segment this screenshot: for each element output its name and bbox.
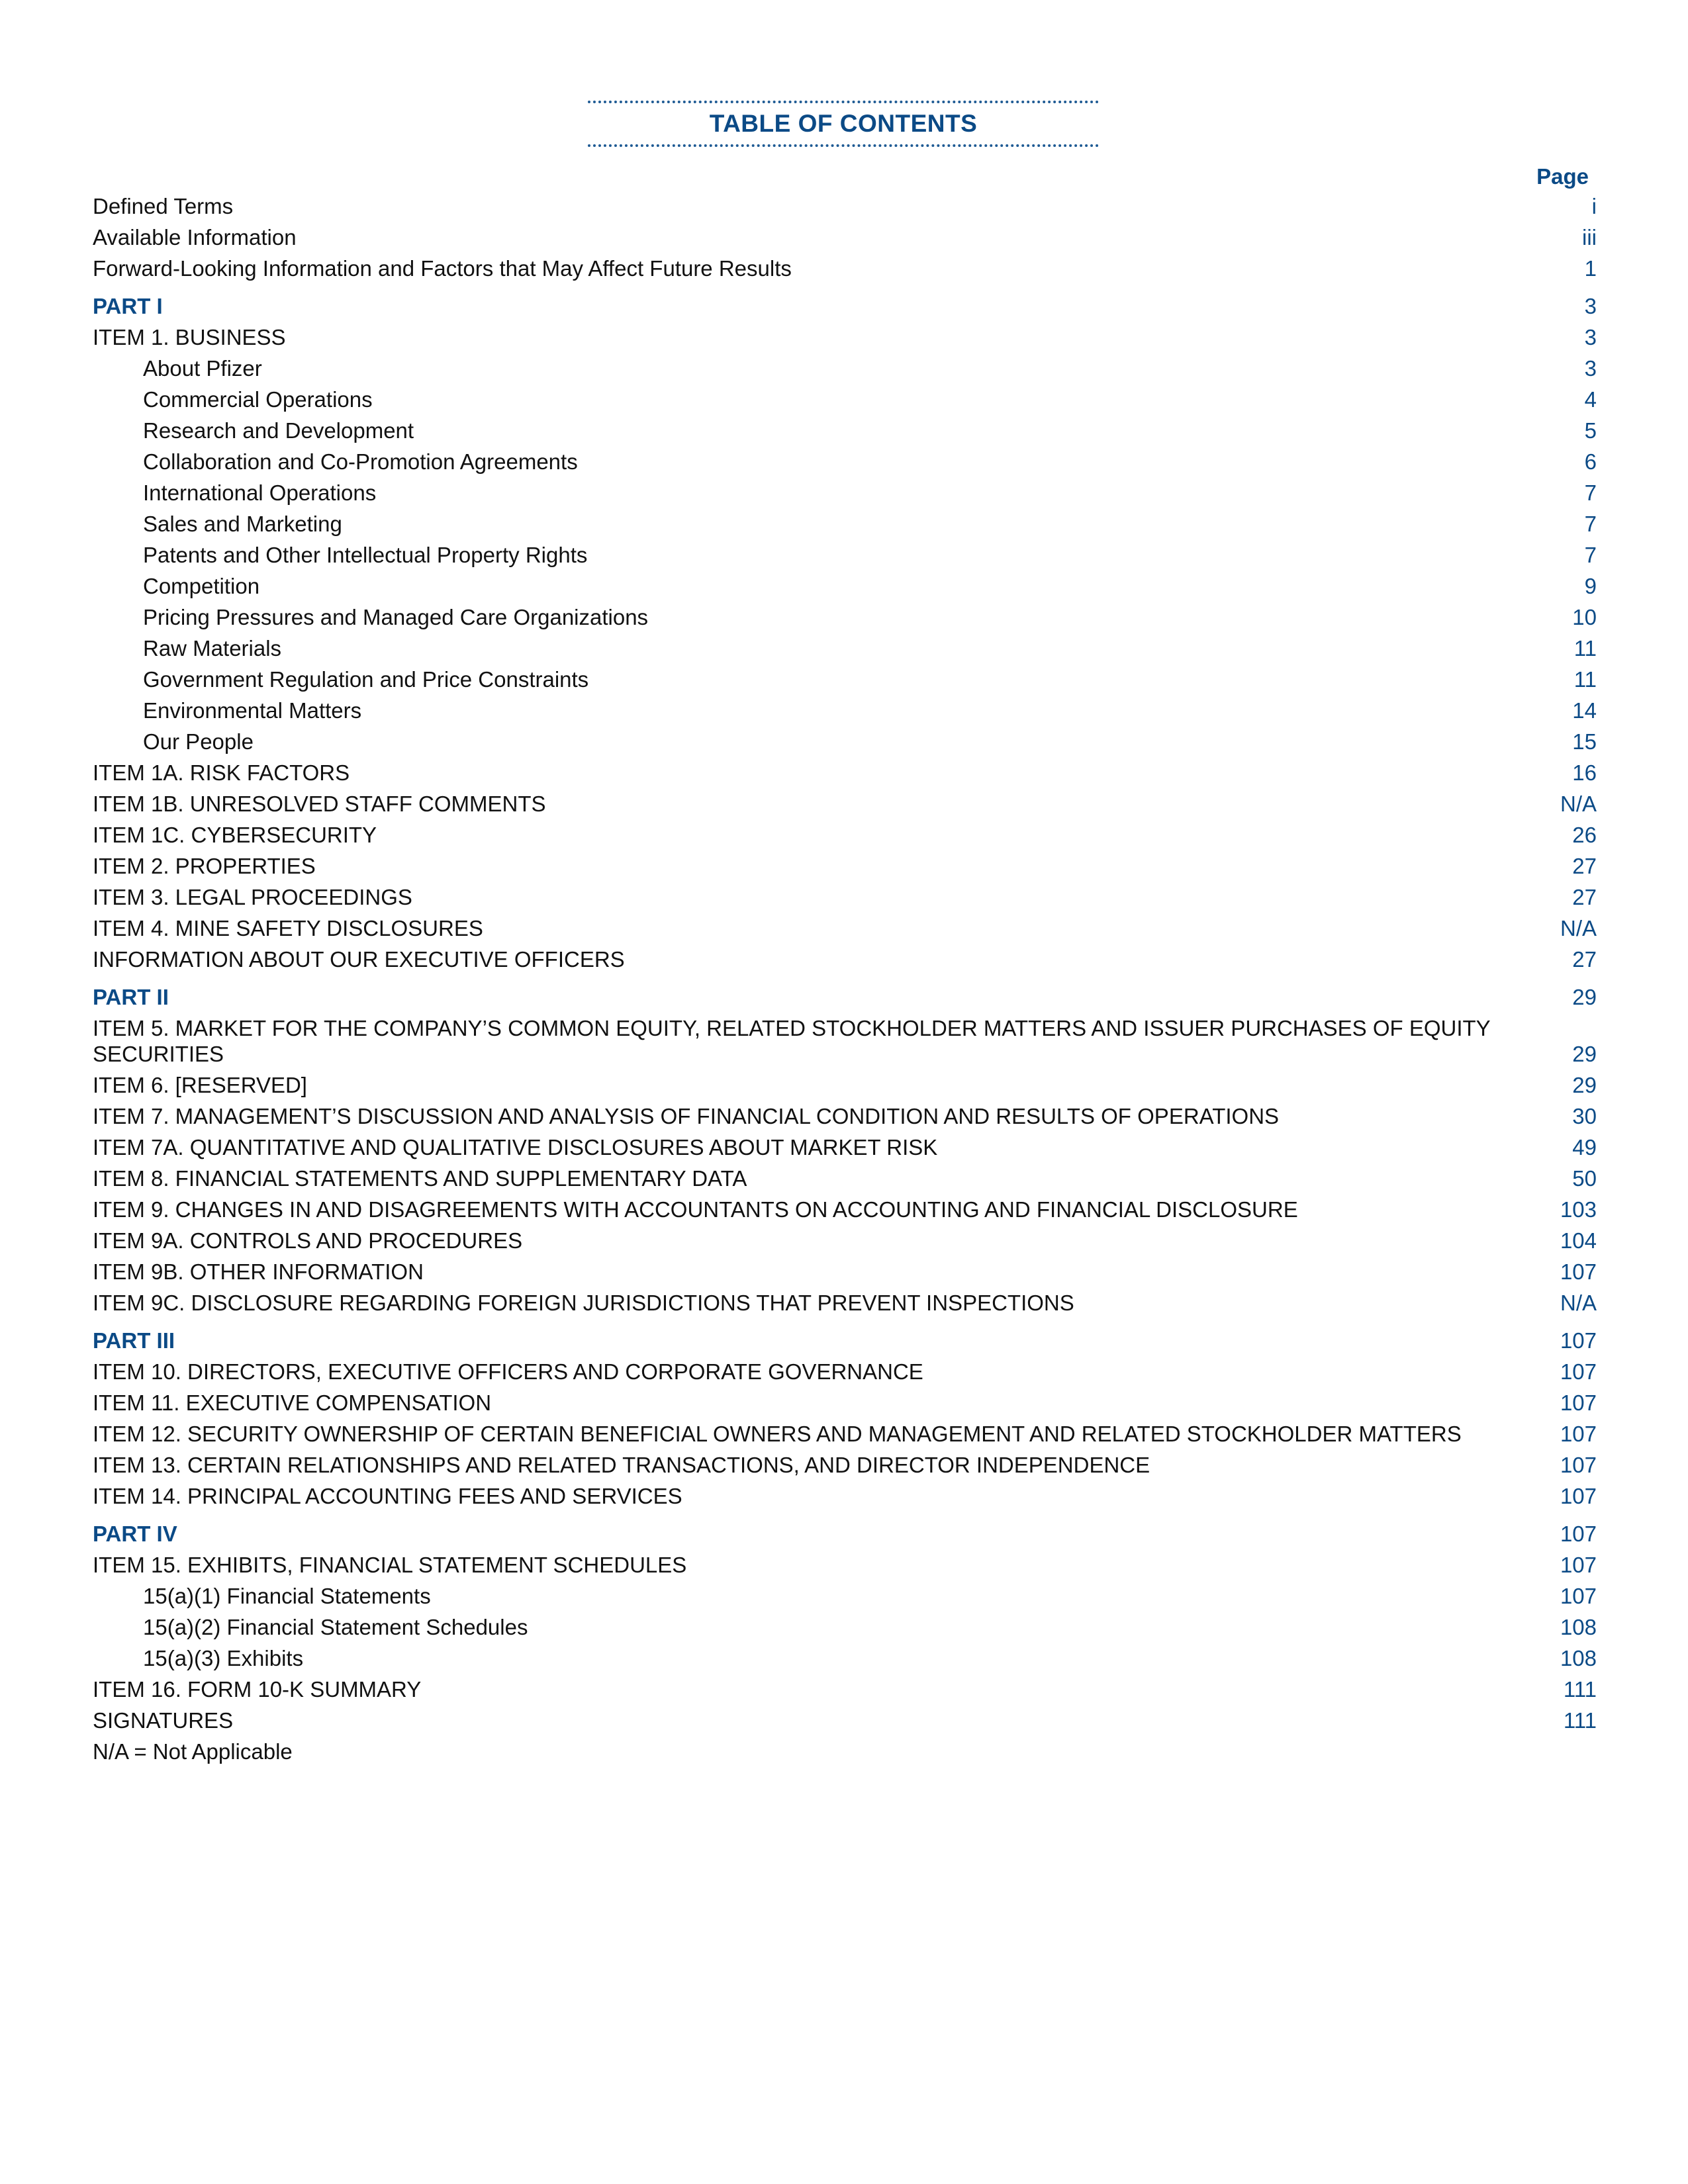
toc-page-link[interactable]: 111 [1563, 1708, 1597, 1733]
toc-entry[interactable] [93, 1583, 1597, 1609]
toc-entry[interactable] [93, 915, 1597, 941]
toc-entry-label: ITEM 14. PRINCIPAL ACCOUNTING FEES AND SERVICES [93, 1484, 682, 1508]
toc-entry-label: ITEM 4. MINE SAFETY DISCLOSURES [93, 916, 483, 940]
toc-part-label: PART IV [93, 1522, 177, 1546]
toc-page-link[interactable]: 26 [1572, 823, 1597, 847]
toc-page-link[interactable]: 107 [1560, 1259, 1597, 1284]
toc-entry[interactable] [93, 1739, 1597, 1764]
toc-entry-label: Environmental Matters [143, 698, 362, 723]
toc-header [588, 101, 1099, 147]
toc-page-link[interactable]: 3 [1584, 325, 1597, 349]
toc-entry-label: ITEM 13. CERTAIN RELATIONSHIPS AND RELATED TRANSACTIONS, AND DIRECTOR INDEPENDENCE [93, 1453, 1150, 1477]
toc-entry[interactable] [93, 255, 1597, 281]
toc-entry[interactable] [93, 1165, 1597, 1191]
toc-entry-label: Our People [143, 729, 254, 754]
toc-page-link[interactable]: 107 [1560, 1522, 1597, 1546]
toc-entry-label: Collaboration and Co-Promotion Agreements [143, 449, 578, 474]
toc-page-link[interactable]: 14 [1572, 698, 1597, 723]
toc-entry[interactable] [93, 1645, 1597, 1671]
toc-entry[interactable] [93, 666, 1597, 692]
toc-entry[interactable] [93, 324, 1597, 350]
toc-page-link[interactable]: 7 [1584, 512, 1597, 536]
toc-entry[interactable] [93, 1015, 1597, 1067]
toc-entry[interactable] [93, 853, 1597, 879]
toc-entry[interactable] [93, 884, 1597, 910]
toc-entry-label: ITEM 1. BUSINESS [93, 325, 286, 349]
toc-entry-label: 15(a)(3) Exhibits [143, 1646, 304, 1670]
toc-entry-label: ITEM 1A. RISK FACTORS [93, 760, 350, 785]
toc-entry[interactable] [93, 1259, 1597, 1285]
toc-entry-label: International Operations [143, 480, 377, 505]
toc-page-link[interactable]: 104 [1560, 1228, 1597, 1253]
toc-part-row[interactable] [93, 1521, 1597, 1547]
toc-page-link[interactable]: 6 [1584, 449, 1597, 474]
toc-entry[interactable] [93, 418, 1597, 443]
toc-entry[interactable] [93, 1359, 1597, 1385]
page-column-header: Page [1536, 164, 1589, 189]
toc-part-label: PART I [93, 294, 163, 318]
toc-entry-label: Defined Terms [93, 194, 234, 218]
toc-entry[interactable] [93, 822, 1597, 848]
toc-page-link[interactable]: 11 [1573, 667, 1597, 692]
toc-entry[interactable] [93, 1452, 1597, 1478]
toc-entry[interactable] [93, 224, 1597, 250]
toc-entry-label: Research and Development [143, 418, 414, 443]
toc-page-link[interactable]: 3 [1584, 294, 1597, 318]
toc-page-link[interactable]: 29 [1572, 1042, 1597, 1066]
toc-page-link[interactable]: 29 [1572, 985, 1597, 1009]
toc-entry-label: ITEM 5. MARKET FOR THE COMPANY’S COMMON EQUITY, RELATED STOCKHOLDER MATTERS AND ISSUER PURCHASES OF EQUITY SECURITIES [93, 1016, 1491, 1066]
toc-page-link[interactable]: 111 [1563, 1677, 1597, 1702]
toc-page-link[interactable]: 16 [1572, 760, 1597, 785]
toc-entry[interactable] [93, 1614, 1597, 1640]
toc-page-link[interactable]: 4 [1584, 387, 1597, 412]
toc-entry[interactable] [93, 1707, 1597, 1733]
toc-entry[interactable] [93, 729, 1597, 754]
toc-entry-label: Sales and Marketing [143, 512, 342, 536]
toc-page-link[interactable]: 108 [1560, 1646, 1597, 1670]
toc-entry-label: Government Regulation and Price Constraints [143, 667, 589, 692]
toc-entry-label: ITEM 12. SECURITY OWNERSHIP OF CERTAIN BENEFICIAL OWNERS AND MANAGEMENT AND RELATED STOCKHOLDER MATTERS [93, 1422, 1462, 1446]
toc-list [93, 193, 1597, 1770]
toc-part-label: PART III [93, 1328, 175, 1353]
toc-entry-label: Competition [143, 574, 260, 598]
toc-page-link[interactable]: iii [1582, 225, 1597, 250]
toc-entry-label: ITEM 6. [RESERVED] [93, 1073, 307, 1097]
toc-entry-label: ITEM 9B. OTHER INFORMATION [93, 1259, 424, 1284]
toc-page-link[interactable]: 29 [1572, 1073, 1597, 1097]
toc-page-link[interactable]: 5 [1584, 418, 1597, 443]
toc-entry[interactable] [93, 542, 1597, 568]
toc-entry-label: ITEM 8. FINANCIAL STATEMENTS AND SUPPLEMENTARY DATA [93, 1166, 747, 1191]
toc-entry-label: Available Information [93, 225, 297, 250]
toc-page-link[interactable]: 107 [1560, 1484, 1597, 1508]
toc-page-link[interactable]: 15 [1572, 729, 1597, 754]
toc-entry-label: 15(a)(1) Financial Statements [143, 1584, 431, 1608]
toc-page-link[interactable]: 27 [1572, 854, 1597, 878]
toc-entry-label: ITEM 3. LEGAL PROCEEDINGS [93, 885, 412, 909]
toc-entry-label: ITEM 2. PROPERTIES [93, 854, 316, 878]
toc-entry-label: ITEM 1C. CYBERSECURITY [93, 823, 377, 847]
toc-entry-label: ITEM 9A. CONTROLS AND PROCEDURES [93, 1228, 523, 1253]
toc-page-link[interactable]: 1 [1584, 256, 1597, 281]
toc-page-link[interactable]: 107 [1560, 1359, 1597, 1384]
toc-entry[interactable] [93, 193, 1597, 219]
toc-entry[interactable] [93, 1072, 1597, 1098]
toc-page-link[interactable]: 107 [1560, 1390, 1597, 1415]
toc-part-row[interactable] [93, 984, 1597, 1010]
toc-entry-label: INFORMATION ABOUT OUR EXECUTIVE OFFICERS [93, 947, 625, 972]
toc-page-link[interactable]: N/A [1560, 792, 1597, 816]
toc-entry-label: 15(a)(2) Financial Statement Schedules [143, 1615, 528, 1639]
toc-page-link[interactable]: 49 [1572, 1135, 1597, 1160]
toc-entry[interactable] [93, 1197, 1597, 1222]
toc-entry-label: Patents and Other Intellectual Property Rights [143, 543, 588, 567]
toc-entry[interactable] [93, 387, 1597, 412]
toc-entry-label: ITEM 7A. QUANTITATIVE AND QUALITATIVE DISCLOSURES ABOUT MARKET RISK [93, 1135, 938, 1160]
toc-page-link[interactable]: 11 [1573, 636, 1597, 660]
toc-part-label: PART II [93, 985, 169, 1009]
toc-part-row[interactable] [93, 293, 1597, 319]
toc-entry[interactable] [93, 791, 1597, 817]
toc-entry-label: ITEM 9. CHANGES IN AND DISAGREEMENTS WITH ACCOUNTANTS ON ACCOUNTING AND FINANCIAL DISCLOSURE [93, 1197, 1298, 1222]
toc-page-link[interactable]: 7 [1584, 480, 1597, 505]
toc-page-link[interactable]: 50 [1572, 1166, 1597, 1191]
toc-entry[interactable] [93, 1103, 1597, 1129]
toc-entry[interactable] [93, 1421, 1597, 1447]
toc-entry[interactable] [93, 604, 1597, 630]
toc-page-link[interactable]: 3 [1584, 356, 1597, 381]
toc-entry[interactable] [93, 1676, 1597, 1702]
toc-part-row[interactable] [93, 1328, 1597, 1353]
toc-entry[interactable] [93, 1228, 1597, 1253]
toc-entry-label: ITEM 10. DIRECTORS, EXECUTIVE OFFICERS AND CORPORATE GOVERNANCE [93, 1359, 923, 1384]
toc-entry[interactable] [93, 946, 1597, 972]
toc-entry-label: ITEM 16. FORM 10-K SUMMARY [93, 1677, 422, 1702]
toc-entry-label: Pricing Pressures and Managed Care Organizations [143, 605, 649, 629]
toc-entry-label: Raw Materials [143, 636, 282, 660]
toc-page-link[interactable]: 9 [1584, 574, 1597, 598]
toc-entry-label: ITEM 11. EXECUTIVE COMPENSATION [93, 1390, 492, 1415]
toc-page-link[interactable]: 107 [1560, 1422, 1597, 1446]
toc-entry[interactable] [93, 1134, 1597, 1160]
toc-page-link[interactable]: 107 [1560, 1584, 1597, 1608]
toc-entry[interactable] [93, 1290, 1597, 1316]
toc-page-link[interactable]: 103 [1560, 1197, 1597, 1222]
toc-entry[interactable] [93, 573, 1597, 599]
toc-page-link[interactable]: N/A [1560, 1291, 1597, 1315]
toc-page-link[interactable]: 108 [1560, 1615, 1597, 1639]
toc-entry[interactable] [93, 1483, 1597, 1509]
toc-entry[interactable] [93, 511, 1597, 537]
toc-entry-label: ITEM 15. EXHIBITS, FINANCIAL STATEMENT SCHEDULES [93, 1553, 687, 1577]
toc-page-link[interactable]: 107 [1560, 1453, 1597, 1477]
toc-page-link[interactable]: i [1591, 194, 1597, 218]
toc-entry-label: ITEM 7. MANAGEMENT’S DISCUSSION AND ANALYSIS OF FINANCIAL CONDITION AND RESULTS OF OPERATIONS [93, 1104, 1280, 1128]
toc-entry-label: SIGNATURES [93, 1708, 234, 1733]
toc-entry[interactable] [93, 449, 1597, 475]
toc-page-link[interactable]: 27 [1572, 885, 1597, 909]
toc-page-link[interactable]: 7 [1584, 543, 1597, 567]
toc-entry[interactable] [93, 1552, 1597, 1578]
toc-entry[interactable] [93, 480, 1597, 506]
toc-entry-label: N/A = Not Applicable [93, 1739, 293, 1764]
toc-entry[interactable] [93, 760, 1597, 786]
toc-entry[interactable] [93, 355, 1597, 381]
toc-page-link[interactable]: 27 [1572, 947, 1597, 972]
toc-entry-label: Commercial Operations [143, 387, 373, 412]
toc-entry[interactable] [93, 635, 1597, 661]
toc-entry-label: ITEM 1B. UNRESOLVED STAFF COMMENTS [93, 792, 546, 816]
toc-page-link[interactable]: 107 [1560, 1328, 1597, 1353]
toc-entry-label: About Pfizer [143, 356, 262, 381]
toc-entry[interactable] [93, 698, 1597, 723]
toc-page-link[interactable]: 30 [1572, 1104, 1597, 1128]
toc-page-link[interactable]: 107 [1560, 1553, 1597, 1577]
page-title: TABLE OF CONTENTS [709, 110, 978, 137]
toc-page-link[interactable]: N/A [1560, 916, 1597, 940]
toc-entry-label: ITEM 9C. DISCLOSURE REGARDING FOREIGN JURISDICTIONS THAT PREVENT INSPECTIONS [93, 1291, 1074, 1315]
toc-entry[interactable] [93, 1390, 1597, 1416]
toc-page-link[interactable]: 10 [1572, 605, 1597, 629]
toc-entry-label: Forward-Looking Information and Factors that May Affect Future Results [93, 256, 792, 281]
